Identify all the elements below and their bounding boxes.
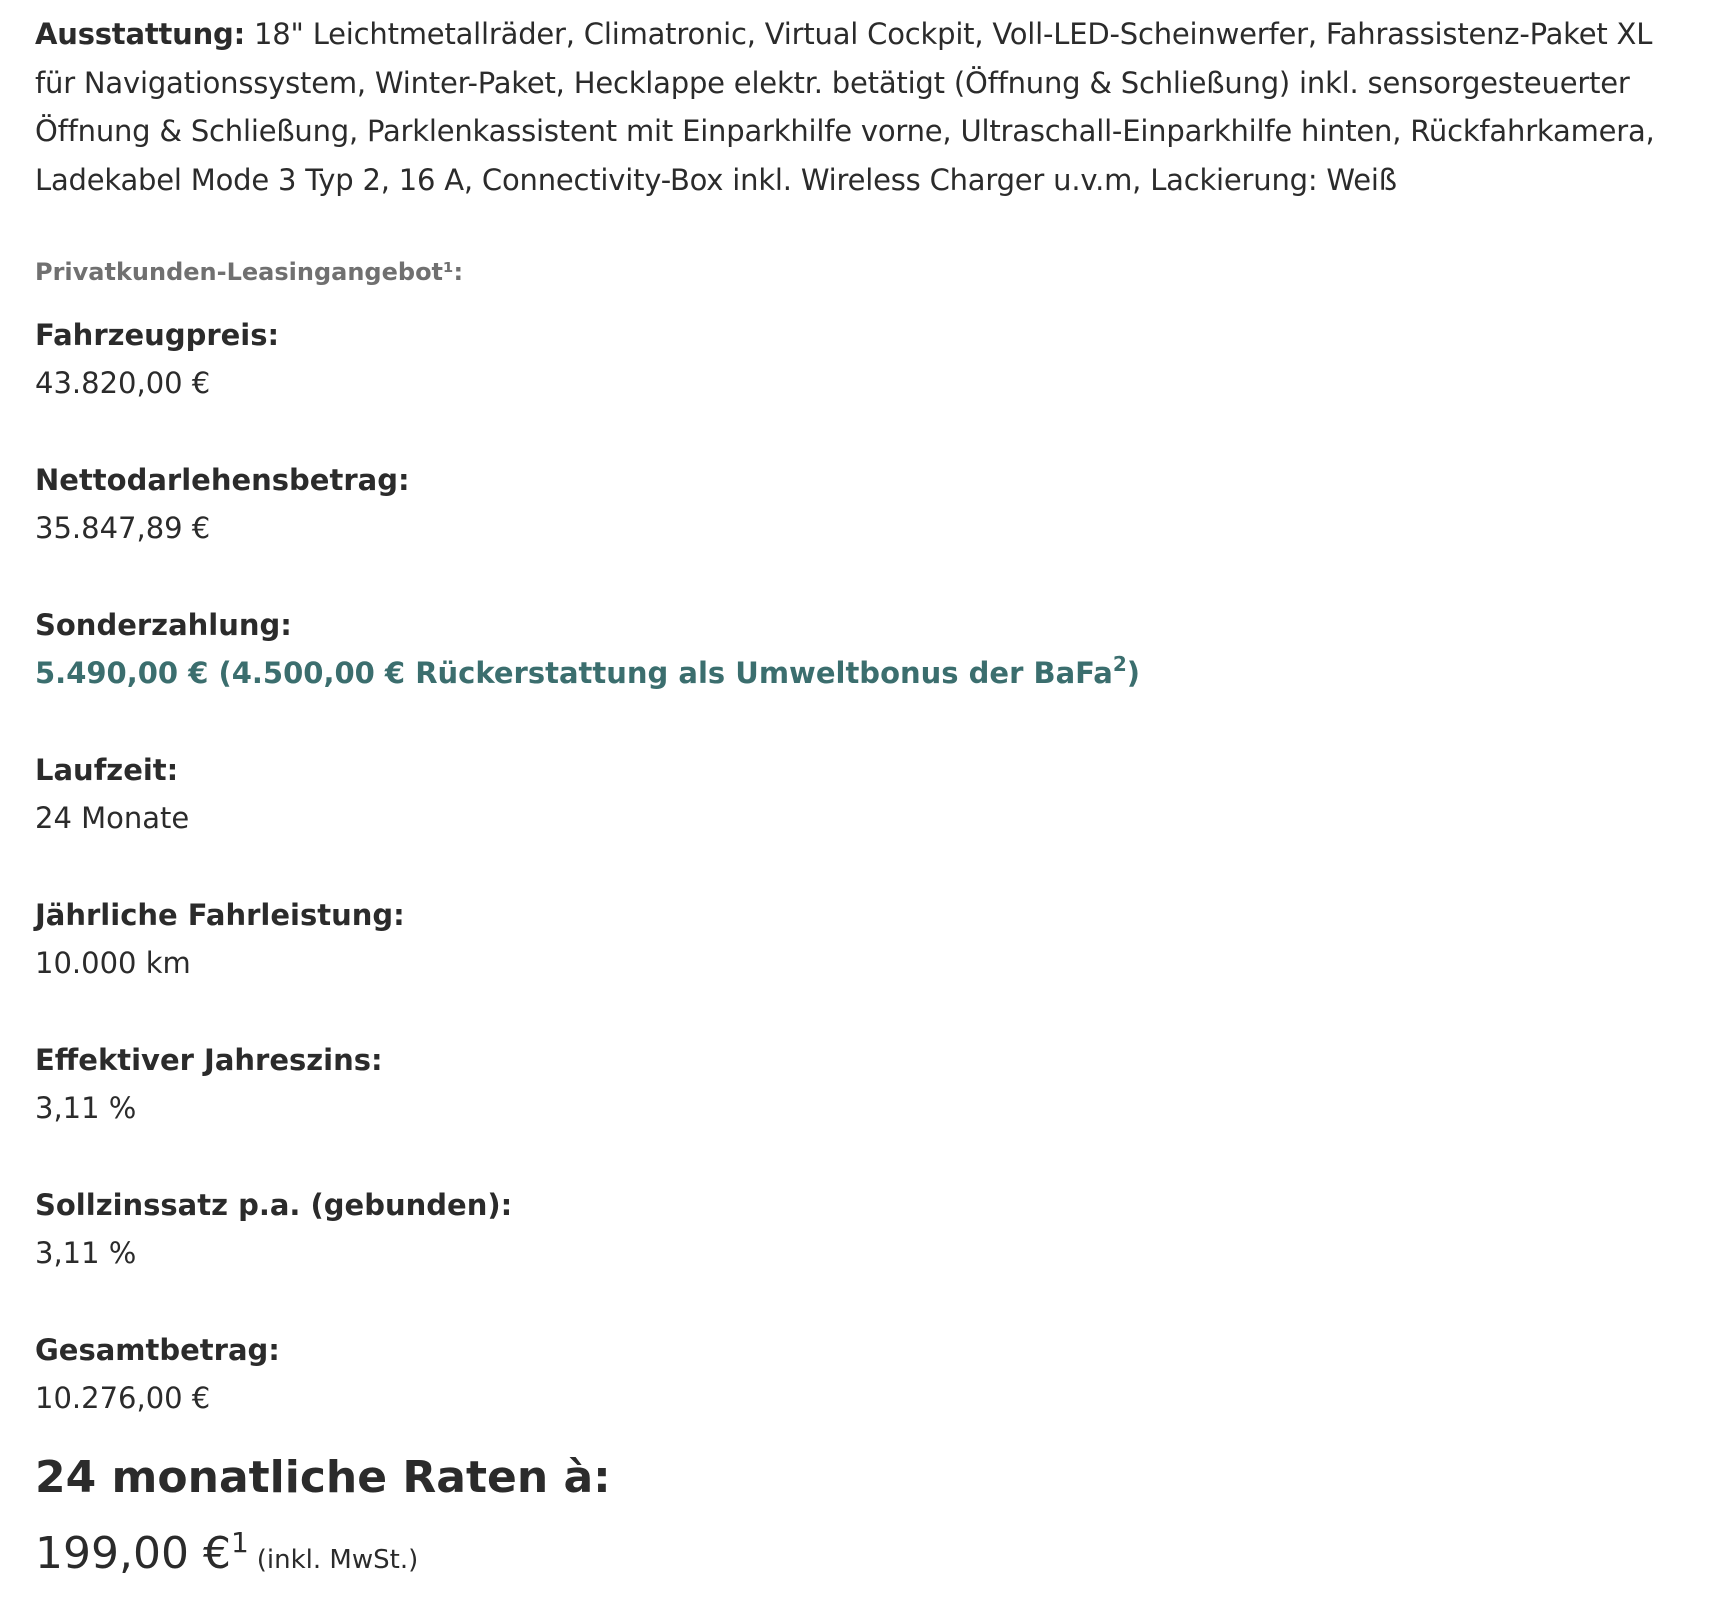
field-effective-rate <box>35 1036 1695 1181</box>
offer-heading: Privatkunden-Leasingangebot¹: <box>35 258 464 286</box>
down-payment-amount: 5.490,00 € (4.500,00 € Rückerstattung als Umweltbonus der BaFa <box>35 656 1113 690</box>
annual-mileage-value: 10.000 km <box>35 946 191 980</box>
field-down-payment <box>35 601 1695 746</box>
field-debit-rate <box>35 1181 1695 1326</box>
total-value: 10.276,00 € <box>35 1381 211 1415</box>
field-net-loan <box>35 456 1695 601</box>
leasing-offer <box>35 10 1695 1590</box>
total-label: Gesamtbetrag: <box>35 1333 280 1367</box>
field-annual-mileage <box>35 891 1695 1036</box>
vehicle-price-label: Fahrzeugpreis: <box>35 318 280 352</box>
monthly-rate-footnote: 1 <box>230 1526 249 1559</box>
monthly-rates-heading: 24 monatliche Raten à: <box>35 1452 611 1503</box>
term-label: Laufzeit: <box>35 753 179 787</box>
down-payment-label: Sonderzahlung: <box>35 608 292 642</box>
term-value: 24 Monate <box>35 801 190 835</box>
monthly-rate <box>35 1524 1695 1590</box>
down-payment-footnote: 2 <box>1112 652 1127 676</box>
monthly-rate-amount: 199,00 € <box>35 1528 231 1579</box>
net-loan-value: 35.847,89 € <box>35 511 211 545</box>
vehicle-price-value: 43.820,00 € <box>35 366 211 400</box>
equipment-paragraph <box>35 10 1695 204</box>
debit-rate-label: Sollzinssatz p.a. (gebunden): <box>35 1188 513 1222</box>
down-payment-value <box>35 649 1695 697</box>
equipment-label: Ausstattung: <box>35 17 246 51</box>
debit-rate-value: 3,11 % <box>35 1236 137 1270</box>
down-payment-close: ) <box>1126 656 1141 690</box>
effective-rate-label: Effektiver Jahreszins: <box>35 1043 383 1077</box>
offer-fields <box>35 311 1695 1471</box>
field-vehicle-price <box>35 311 1695 456</box>
annual-mileage-label: Jährliche Fahrleistung: <box>35 898 405 932</box>
net-loan-label: Nettodarlehensbetrag: <box>35 463 410 497</box>
tax-note: (inkl. MwSt.) <box>256 1545 419 1575</box>
effective-rate-value: 3,11 % <box>35 1091 137 1125</box>
field-term <box>35 746 1695 891</box>
equipment-text: 18" Leichtmetallräder, Climatronic, Virtual Cockpit, Voll-LED-Scheinwerfer, Fahrassistenz-Paket XL für Navigationssystem, Winter-Paket, Hecklappe elektr. betätigt (Öffnung & Schließung) inkl. sensorgesteuerter Öffnung & Schließung, Parklenkassistent mit Einparkhilfe vorne, Ultraschall-Einparkhilfe hinten, Rückfahrkamera, Ladekabel Mode 3 Typ 2, 16 A, Connectivity-Box inkl. Wireless Charger u.v.m, Lackierung: Weiß <box>35 17 1655 197</box>
